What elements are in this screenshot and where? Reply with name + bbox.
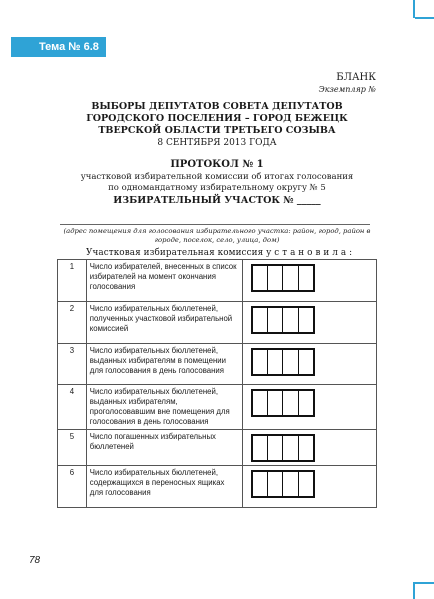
commission-heading: Участковая избирательная комиссия у с т а н о в и л а : [86, 248, 353, 258]
crop-mark-bottom [413, 582, 415, 599]
digit-boxes[interactable] [251, 306, 315, 334]
election-title-1: ВЫБОРЫ ДЕПУТАТОВ СОВЕТА ДЕПУТАТОВ [91, 101, 343, 112]
protocol-subtitle-2: по одномандатному избирательному округу № 5 [108, 183, 326, 193]
digit-box-cell [242, 385, 376, 430]
blank-label: БЛАНК [336, 72, 376, 83]
crop-mark-bottom-horizontal [415, 582, 434, 584]
polling-station-title: ИЗБИРАТЕЛЬНЫЙ УЧАСТОК № _____ [113, 195, 321, 206]
digit-boxes[interactable] [251, 348, 315, 376]
digit-boxes[interactable] [251, 389, 315, 417]
topic-badge: Тема № 6.8 [11, 37, 106, 57]
table-row [58, 260, 377, 302]
election-title-2: ГОРОДСКОГО ПОСЕЛЕНИЯ – ГОРОД БЕЖЕЦК [86, 113, 348, 124]
row-label: Число избирательных бюллетеней, выданных избирателям, проголосовавшим вне помещения для голосования в день голосования [86, 385, 242, 430]
row-number: 5 [58, 430, 87, 466]
row-label: Число избирательных бюллетеней, содержащихся в переносных ящиках для голосования [86, 466, 242, 508]
table-row [58, 302, 377, 344]
digit-boxes[interactable] [251, 470, 315, 498]
digit-box-cell [242, 430, 376, 466]
row-number: 6 [58, 466, 87, 508]
digit-box-cell [242, 344, 376, 385]
row-label: Число избирателей, внесенных в список избирателей на момент окончания голосования [86, 260, 242, 302]
copy-number-label: Экземпляр № [318, 85, 376, 94]
digit-box-cell [242, 302, 376, 344]
table-row [58, 430, 377, 466]
table-row [58, 385, 377, 430]
digit-boxes[interactable] [251, 434, 315, 462]
row-label: Число погашенных избирательных бюллетеней [86, 430, 242, 466]
digit-box-cell [242, 466, 376, 508]
digit-boxes[interactable] [251, 264, 315, 292]
row-number: 2 [58, 302, 87, 344]
digit-box-cell [242, 260, 376, 302]
address-note: (адрес помещения для голосования избирательного участка: район, город, район в городе, поселок, село, улица, дом) [63, 227, 371, 244]
protocol-title: ПРОТОКОЛ № 1 [170, 159, 264, 170]
row-label: Число избирательных бюллетеней, полученных участковой избирательной комиссией [86, 302, 242, 344]
table-row [58, 344, 377, 385]
row-number: 4 [58, 385, 87, 430]
crop-mark-top-horizontal [415, 17, 434, 19]
crop-mark-top [413, 0, 415, 18]
row-number: 1 [58, 260, 87, 302]
page-number: 78 [29, 555, 41, 566]
election-date: 8 СЕНТЯБРЯ 2013 ГОДА [157, 138, 277, 148]
row-number: 3 [58, 344, 87, 385]
election-title-3: ТВЕРСКОЙ ОБЛАСТИ ТРЕТЬЕГО СОЗЫВА [98, 125, 336, 136]
address-line [60, 224, 370, 225]
table-row [58, 466, 377, 508]
row-label: Число избирательных бюллетеней, выданных избирателям в помещении для голосования в день голосования [86, 344, 242, 385]
protocol-subtitle-1: участковой избирательной комиссии об итогах голосования [80, 172, 354, 182]
protocol-table [57, 259, 377, 508]
